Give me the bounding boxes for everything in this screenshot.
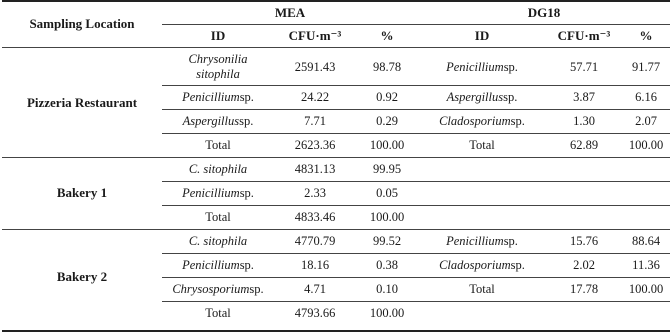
table-cell-mea-pct: 99.52	[372, 234, 402, 248]
table-cell-dg-cfu: 1.30	[573, 114, 595, 128]
table-cell-dg-pct: 100.00	[628, 282, 664, 296]
table-cell-dg-pct: 100.00	[628, 138, 664, 152]
table-cell-mea-id: Penicillium sp.	[182, 90, 254, 104]
location-cell: Pizzeria Restaurant	[26, 94, 138, 110]
table-cell-dg-cfu	[546, 205, 622, 229]
table-cell-mea-cfu: 4793.66	[294, 306, 336, 320]
table-cell-dg-id: Total	[469, 282, 495, 296]
table-cell-mea-pct: 0.92	[376, 90, 398, 104]
table-cell-dg-pct	[622, 205, 670, 229]
table-cell-dg-cfu: 15.76	[569, 234, 599, 248]
table-cell-dg-id	[418, 181, 546, 205]
table-cell-dg-id	[418, 205, 546, 229]
table-cell-dg-pct: 6.16	[635, 90, 657, 104]
table-cell-mea-cfu: 7.71	[304, 114, 326, 128]
header-mea-pct: %	[380, 28, 394, 43]
table-cell-mea-cfu: 2591.43	[294, 59, 336, 74]
header-sampling-location: Sampling Location	[29, 16, 135, 31]
table-cell-dg-pct: 88.64	[631, 234, 661, 248]
data-table	[2, 0, 670, 332]
table-cell-mea-id: Total	[205, 306, 231, 320]
table-cell-mea-pct: 100.00	[369, 138, 405, 152]
table-cell-dg-pct	[622, 181, 670, 205]
table-cell-mea-pct: 99.95	[372, 162, 402, 176]
bottom-rule	[2, 330, 670, 332]
table-cell-mea-pct: 0.29	[376, 114, 398, 128]
table-cell-mea-id: Penicillium sp.	[182, 186, 254, 200]
table-cell-dg-cfu	[546, 157, 622, 181]
table-cell-mea-id: C. sitophila	[188, 234, 248, 248]
location-cell: Bakery 2	[56, 269, 108, 284]
table-cell-mea-cfu: 4.71	[304, 282, 326, 296]
header-dg-id: ID	[474, 28, 490, 43]
table-cell-dg-id	[418, 301, 546, 325]
table-cell-mea-pct: 100.00	[369, 306, 405, 320]
table-cell-mea-pct: 0.38	[376, 258, 398, 272]
table-cell-dg-cfu: 3.87	[573, 90, 595, 104]
header-mea: MEA	[274, 5, 306, 20]
table-cell-dg-id: Total	[469, 138, 495, 152]
table-cell-mea-pct: 100.00	[369, 210, 405, 224]
table-cell-dg-cfu: 17.78	[569, 282, 599, 296]
header-dg-cfu: CFU·m⁻³	[557, 28, 611, 43]
table-cell-dg-id: Cladosporium sp.	[439, 258, 525, 272]
table-cell-mea-cfu: 4831.13	[294, 162, 336, 176]
table-cell-mea-id: Chrysonilia sitophila	[188, 51, 248, 81]
table-cell-mea-id: Aspergillus sp.	[182, 114, 254, 128]
table-cell-dg-id: Cladosporium sp.	[439, 114, 525, 128]
table-cell-mea-id: C. sitophila	[188, 162, 248, 176]
header-dg-pct: %	[639, 28, 653, 43]
header-dg18: DG18	[527, 5, 561, 20]
table-cell-dg-id	[418, 157, 546, 181]
table-cell-dg-id: Penicillium sp.	[446, 234, 518, 248]
table-cell-mea-cfu: 24.22	[300, 90, 330, 104]
table-cell-dg-cfu	[546, 301, 622, 325]
table-cell-mea-cfu: 4770.79	[294, 234, 336, 248]
table-cell-mea-cfu: 2623.36	[294, 138, 336, 152]
table-cell-mea-id: Penicillium sp.	[182, 258, 254, 272]
table-cell-dg-pct	[622, 301, 670, 325]
table-cell-dg-cfu: 2.02	[573, 258, 595, 272]
table-cell-mea-pct: 0.05	[376, 186, 398, 200]
table-cell-mea-pct: 98.78	[372, 59, 402, 74]
table-cell-dg-cfu: 62.89	[569, 138, 599, 152]
header-mea-id: ID	[210, 28, 226, 43]
table-cell-mea-cfu: 18.16	[300, 258, 330, 272]
table-cell-dg-id: Aspergillus sp.	[446, 90, 518, 104]
table-cell-dg-cfu: 57.71	[569, 59, 599, 74]
table-cell-mea-id: Total	[205, 210, 231, 224]
header-mea-cfu: CFU·m⁻³	[288, 28, 342, 43]
table-cell-dg-pct	[622, 157, 670, 181]
table-cell-mea-pct: 0.10	[376, 282, 398, 296]
table-cell-mea-cfu: 4833.46	[294, 210, 336, 224]
table-cell-dg-pct: 2.07	[635, 114, 657, 128]
table-cell-dg-pct: 11.36	[632, 258, 660, 272]
location-cell: Bakery 1	[56, 185, 108, 200]
table-cell-dg-id: Penicillium sp.	[446, 59, 518, 74]
table-cell-dg-pct: 91.77	[631, 59, 661, 74]
table-cell-dg-cfu	[546, 181, 622, 205]
table-cell-mea-id: Total	[205, 138, 231, 152]
table-cell-mea-cfu: 2.33	[304, 186, 326, 200]
table-cell-mea-id: Chrysosporium sp.	[172, 282, 264, 296]
